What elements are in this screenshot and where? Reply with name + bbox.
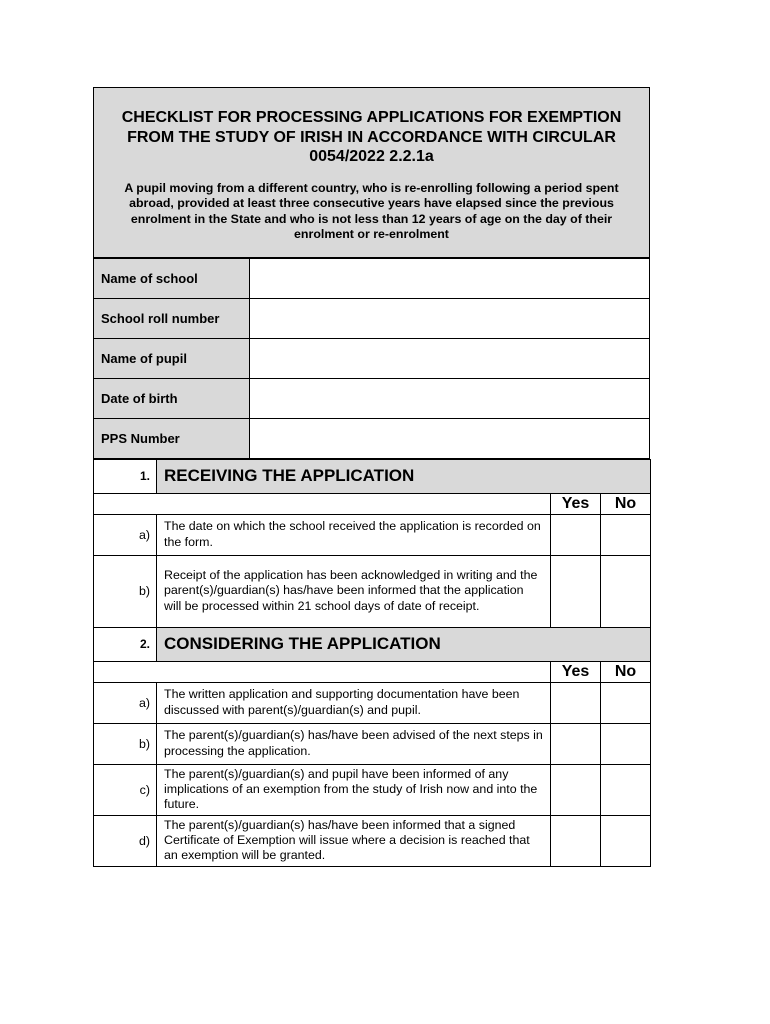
item-letter: b) (94, 723, 157, 764)
checklist-table (93, 459, 651, 867)
date-of-birth-field[interactable] (250, 378, 650, 418)
item-text: The date on which the school received the application is recorded on the form. (157, 514, 551, 555)
item-letter: a) (94, 514, 157, 555)
section-header (94, 627, 651, 661)
checklist-item (94, 514, 651, 555)
field-label: Date of birth (94, 378, 250, 418)
checklist-item (94, 555, 651, 627)
field-label: School roll number (94, 298, 250, 338)
item-text: The parent(s)/guardian(s) and pupil have been informed of any implications of an exemption from the study of Irish now and into the future. (157, 764, 551, 815)
yes-checkbox[interactable] (551, 555, 601, 627)
field-row-date-of-birth (94, 378, 650, 418)
item-letter: a) (94, 682, 157, 723)
page-title: CHECKLIST FOR PROCESSING APPLICATIONS FOR EXEMPTION FROM THE STUDY OF IRISH IN ACCORDANCE WITH CIRCULAR 0054/2022 2.2.1a (121, 109, 622, 165)
item-letter: c) (94, 764, 157, 815)
no-column-header: No (601, 493, 651, 514)
yes-checkbox[interactable] (551, 723, 601, 764)
item-text: The parent(s)/guardian(s) has/have been advised of the next steps in processing the application. (157, 723, 551, 764)
yes-checkbox[interactable] (551, 764, 601, 815)
field-row-roll-number (94, 298, 650, 338)
pupil-name-field[interactable] (250, 338, 650, 378)
document-header (93, 87, 650, 258)
school-name-field[interactable] (250, 258, 650, 298)
section-number: 1. (94, 459, 157, 493)
yes-checkbox[interactable] (551, 682, 601, 723)
item-letter: d) (94, 815, 157, 866)
field-row-pps-number (94, 418, 650, 458)
checklist-item (94, 723, 651, 764)
item-text: The parent(s)/guardian(s) has/have been informed that a signed Certificate of Exemption will issue where a decision is reached that an exemption will be granted. (157, 815, 551, 866)
no-checkbox[interactable] (601, 514, 651, 555)
field-row-school-name (94, 258, 650, 298)
no-column-header: No (601, 661, 651, 682)
yes-checkbox[interactable] (551, 514, 601, 555)
yes-checkbox[interactable] (551, 815, 601, 866)
yes-column-header: Yes (551, 493, 601, 514)
no-checkbox[interactable] (601, 555, 651, 627)
page-subtitle: A pupil moving from a different country, who is re-enrolling following a period spent abroad, provided at least three consecutive years have elapsed since the previous enrolment in the State and who is not less than 12 years of age on the day of their enrolment or re-enrolment (124, 180, 619, 241)
field-label: Name of school (94, 258, 250, 298)
no-checkbox[interactable] (601, 764, 651, 815)
section-title: RECEIVING THE APPLICATION (157, 459, 651, 493)
checklist-item (94, 764, 651, 815)
checklist-document (93, 87, 650, 867)
pps-number-field[interactable] (250, 418, 650, 458)
section-title: CONSIDERING THE APPLICATION (157, 627, 651, 661)
checklist-item (94, 815, 651, 866)
field-row-pupil-name (94, 338, 650, 378)
no-checkbox[interactable] (601, 815, 651, 866)
no-checkbox[interactable] (601, 723, 651, 764)
checklist-item (94, 682, 651, 723)
item-text: Receipt of the application has been acknowledged in writing and the parent(s)/guardian(s) has/have been informed that the application will be processed within 21 school days of date of receipt. (157, 555, 551, 627)
item-letter: b) (94, 555, 157, 627)
item-text: The written application and supporting documentation have been discussed with parent(s)/guardian(s) and pupil. (157, 682, 551, 723)
yes-no-header-row (94, 493, 651, 514)
no-checkbox[interactable] (601, 682, 651, 723)
yes-no-header-row (94, 661, 651, 682)
section-number: 2. (94, 627, 157, 661)
pupil-details-table (93, 258, 650, 459)
yes-column-header: Yes (551, 661, 601, 682)
field-label: PPS Number (94, 418, 250, 458)
field-label: Name of pupil (94, 338, 250, 378)
roll-number-field[interactable] (250, 298, 650, 338)
section-header (94, 459, 651, 493)
